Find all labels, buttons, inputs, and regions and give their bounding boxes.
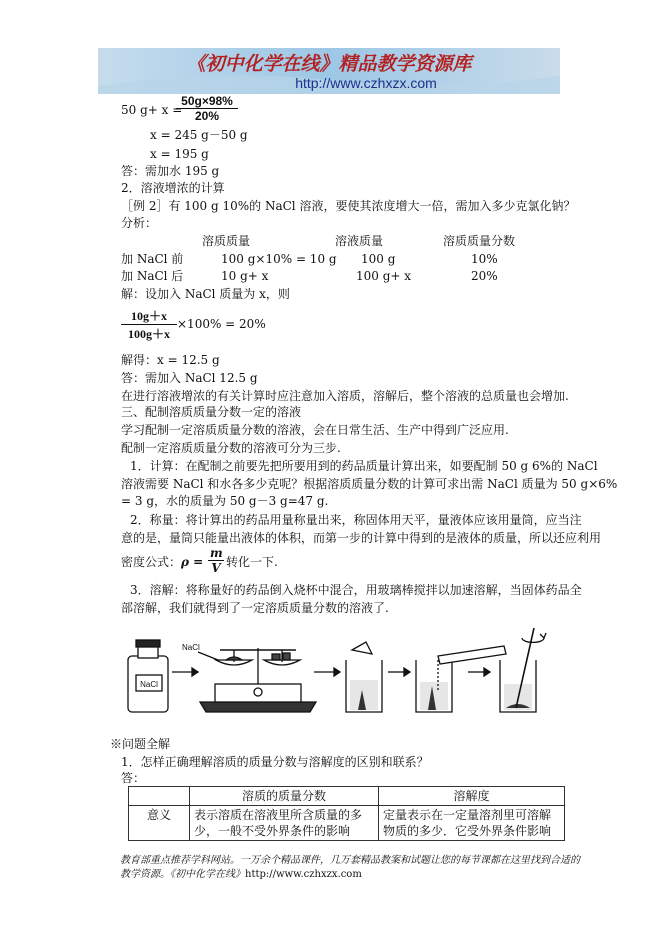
reagent-bottle-icon [128, 640, 168, 712]
paragraph-line: 部溶解，我们就得到了一定溶质质量分数的溶液了. [121, 601, 389, 615]
row-cell: 100 g [361, 252, 396, 266]
fraction-denominator: 100g＋x [127, 327, 170, 341]
row-cell: 10 g+ x [221, 269, 269, 283]
row-label: 加 NaCl 后 [121, 269, 184, 283]
bottle-label: NaCl [140, 680, 158, 689]
paragraph-line: 溶液需要 NaCl 和水各多少克呢？根据溶质质量分数的计算可求出需 NaCl 质量为 50 g×6% [121, 477, 618, 491]
row-label: 加 NaCl 前 [121, 252, 184, 266]
fraction-numerator: 10g＋x [130, 309, 167, 323]
row-cell: 20% [471, 269, 498, 283]
fraction-numerator: 50g×98% [181, 94, 233, 108]
table-cell: 定量表示在一定量溶剂里可溶解物质的多少．它受外界条件影响 [379, 806, 565, 841]
banner-url[interactable]: http://www.czhxzx.com [295, 75, 437, 91]
footer-url[interactable]: http://www.czhxzx.com [245, 869, 362, 880]
paragraph: 学习配制一定溶质质量分数的溶液，会在日常生活、生产中得到广泛应用. [121, 423, 509, 437]
fraction-x [121, 307, 177, 342]
table-header: 溶质质量 [202, 234, 251, 248]
paragraph: 配制一定溶质质量分数的溶液可分为三步. [121, 441, 341, 455]
answer-line: 答：需加水 195 g [121, 164, 220, 178]
table-header-cell: 溶质的质量分数 [190, 787, 379, 806]
table-header-cell [129, 787, 190, 806]
spoon-icon [182, 643, 218, 660]
header-banner [98, 48, 560, 94]
density-suffix: 转化一下. [226, 555, 278, 569]
paragraph-line: 1．计算：在配制之前要先把所要用到的药品质量计算出来，如要配制 50 g 6%的 NaCl [130, 459, 598, 473]
section-heading: 三、配制溶质质量分数一定的溶液 [121, 405, 302, 419]
table-row [129, 787, 565, 806]
beaker-icon [346, 642, 382, 712]
paragraph-line: 3．溶解：将称量好的药品倒入烧杯中混合，用玻璃棒搅拌以加速溶解，当固体药品全 [130, 583, 582, 597]
row-cell: 100 g×10% = 10 g [221, 252, 337, 266]
density-prefix: 密度公式： [121, 555, 182, 569]
step-line: x = 245 g－50 g [150, 128, 248, 142]
fraction-numerator: m [210, 546, 223, 560]
fraction-98 [176, 94, 238, 123]
paragraph-line: = 3 g，水的质量为 50 g－3 g=47 g. [121, 494, 329, 508]
step-line: x = 195 g [150, 147, 209, 161]
fraction-tail: ×100% = 20% [177, 317, 266, 331]
row-cell: 10% [471, 252, 498, 266]
result-line: 解得：x = 12.5 g [121, 353, 220, 367]
paragraph-line: 2．称量：将计算出的药品用量称量出来，称固体用天平，量液体应该用量筒，应当注 [130, 513, 582, 527]
beaker-icon [416, 646, 506, 712]
table-row [129, 806, 565, 841]
banner-title: 《初中化学在线》精品教学资源库 [186, 53, 472, 75]
problem-text: ［例 2］有 100 g 10%的 NaCl 溶液，要使其浓度增大一倍，需加入多少克氯化钠？ [121, 199, 576, 213]
table-row-label: 意义 [129, 806, 190, 841]
table-header: 溶液质量 [335, 234, 384, 248]
answer-line: 答：需加入 NaCl 12.5 g [121, 371, 258, 385]
fraction-denominator: 20% [194, 109, 220, 123]
spoon-label: NaCl [182, 643, 200, 652]
table-header: 溶质质量分数 [443, 234, 516, 248]
table-cell: 表示溶质在溶液里所含质量的多少，一般不受外界条件的影响 [190, 806, 379, 841]
page-footer [120, 854, 580, 882]
fraction-denominator: V [211, 561, 221, 575]
balance-icon [200, 648, 316, 712]
analysis-label: 分析： [121, 216, 158, 230]
section-heading: 2．溶液增浓的计算 [121, 181, 225, 195]
footer-text: 教育部重点推荐学科网站。一万余个精品课件，几万套精品教案和试题让您的每节课都在这里找到合适的教学资源。《初中化学在线》 [120, 855, 580, 880]
comparison-table [128, 786, 565, 841]
paragraph-line: 意的是，量筒只能量出液体的体积，而第一步的计算中得到的是液体的质量，所以还应利用 [121, 531, 602, 545]
stirring-beaker-icon [500, 628, 546, 712]
row-cell: 100 g+ x [356, 269, 412, 283]
arrow-icon [388, 668, 410, 676]
note-line: 在进行溶液增浓的有关计算时应注意加入溶质，溶解后，整个溶液的总质量也会增加. [121, 389, 569, 403]
density-symbol: ρ = [181, 555, 204, 569]
qa-question: 1．怎样正确理解溶质的质量分数与溶解度的区别和联系？ [121, 755, 429, 769]
qa-heading: ※问题全解 [110, 737, 171, 751]
arrow-icon [314, 668, 340, 676]
procedure-diagram [120, 620, 560, 720]
eq-prefix: 50 g+ x = [121, 103, 183, 117]
table-header-cell: 溶解度 [379, 787, 565, 806]
density-fraction [208, 546, 224, 575]
arrow-icon [468, 668, 490, 676]
qa-answer-label: 答： [121, 771, 146, 785]
solution-intro: 解：设加入 NaCl 质量为 x，则 [121, 287, 290, 301]
arrow-icon [172, 668, 198, 676]
